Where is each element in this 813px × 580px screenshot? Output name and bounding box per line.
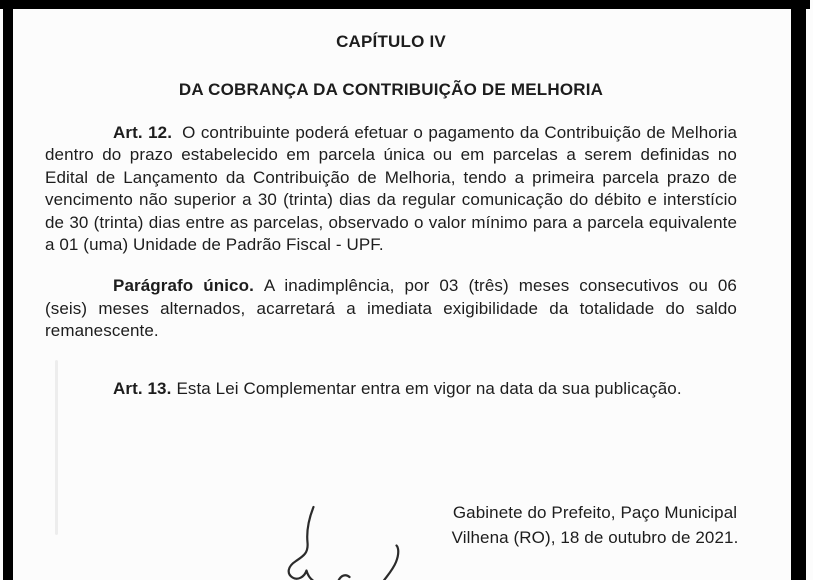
sole-paragraph — [45, 275, 737, 342]
scan-border-right — [791, 0, 806, 580]
article-12-paragraph — [45, 122, 737, 256]
closing-place-line: Gabinete do Prefeito, Paço Municipal — [452, 503, 738, 522]
article-13-paragraph — [45, 378, 737, 400]
closing-block — [430, 500, 760, 550]
article-13-lead: Art. 13. — [113, 378, 172, 398]
sole-paragraph-lead: Parágrafo único. — [113, 276, 254, 296]
section-heading: DA COBRANÇA DA CONTRIBUIÇÃO DE MELHORIA — [178, 80, 604, 99]
scan-border-left — [3, 0, 13, 580]
closing-date-line: Vilhena (RO), 18 de outubro de 2021. — [451, 528, 739, 547]
article-13-text: Esta Lei Complementar entra em vigor na data da sua publicação. — [176, 378, 682, 398]
article-12-text: O contribuinte poderá efetuar o pagamento da Contribuição de Melhoria dentro do prazo estabelecido em parcela única ou em parcelas a serem definidas no Edital de Lançamento da Contribuição de Melhoria, tendo a primeira parcela prazo de vencimento não superior a 30 (trinta) dias da regular comunicação do débito e interstício de 30 (trinta) dias entre as parcelas, observado o valor mínimo para a parcela equivalente a 01 (uma) Unidade de Padrão Fiscal - UPF. — [45, 123, 738, 255]
sole-paragraph-text: A inadimplência, por 03 (três) meses consecutivos ou 06 (seis) meses alternados, acarretará a imediata exigibilidade da totalidade do saldo remanescente. — [45, 276, 737, 341]
document-content — [45, 0, 737, 400]
chapter-heading: CAPÍTULO IV — [336, 32, 446, 51]
article-12-lead: Art. 12. — [113, 123, 173, 142]
